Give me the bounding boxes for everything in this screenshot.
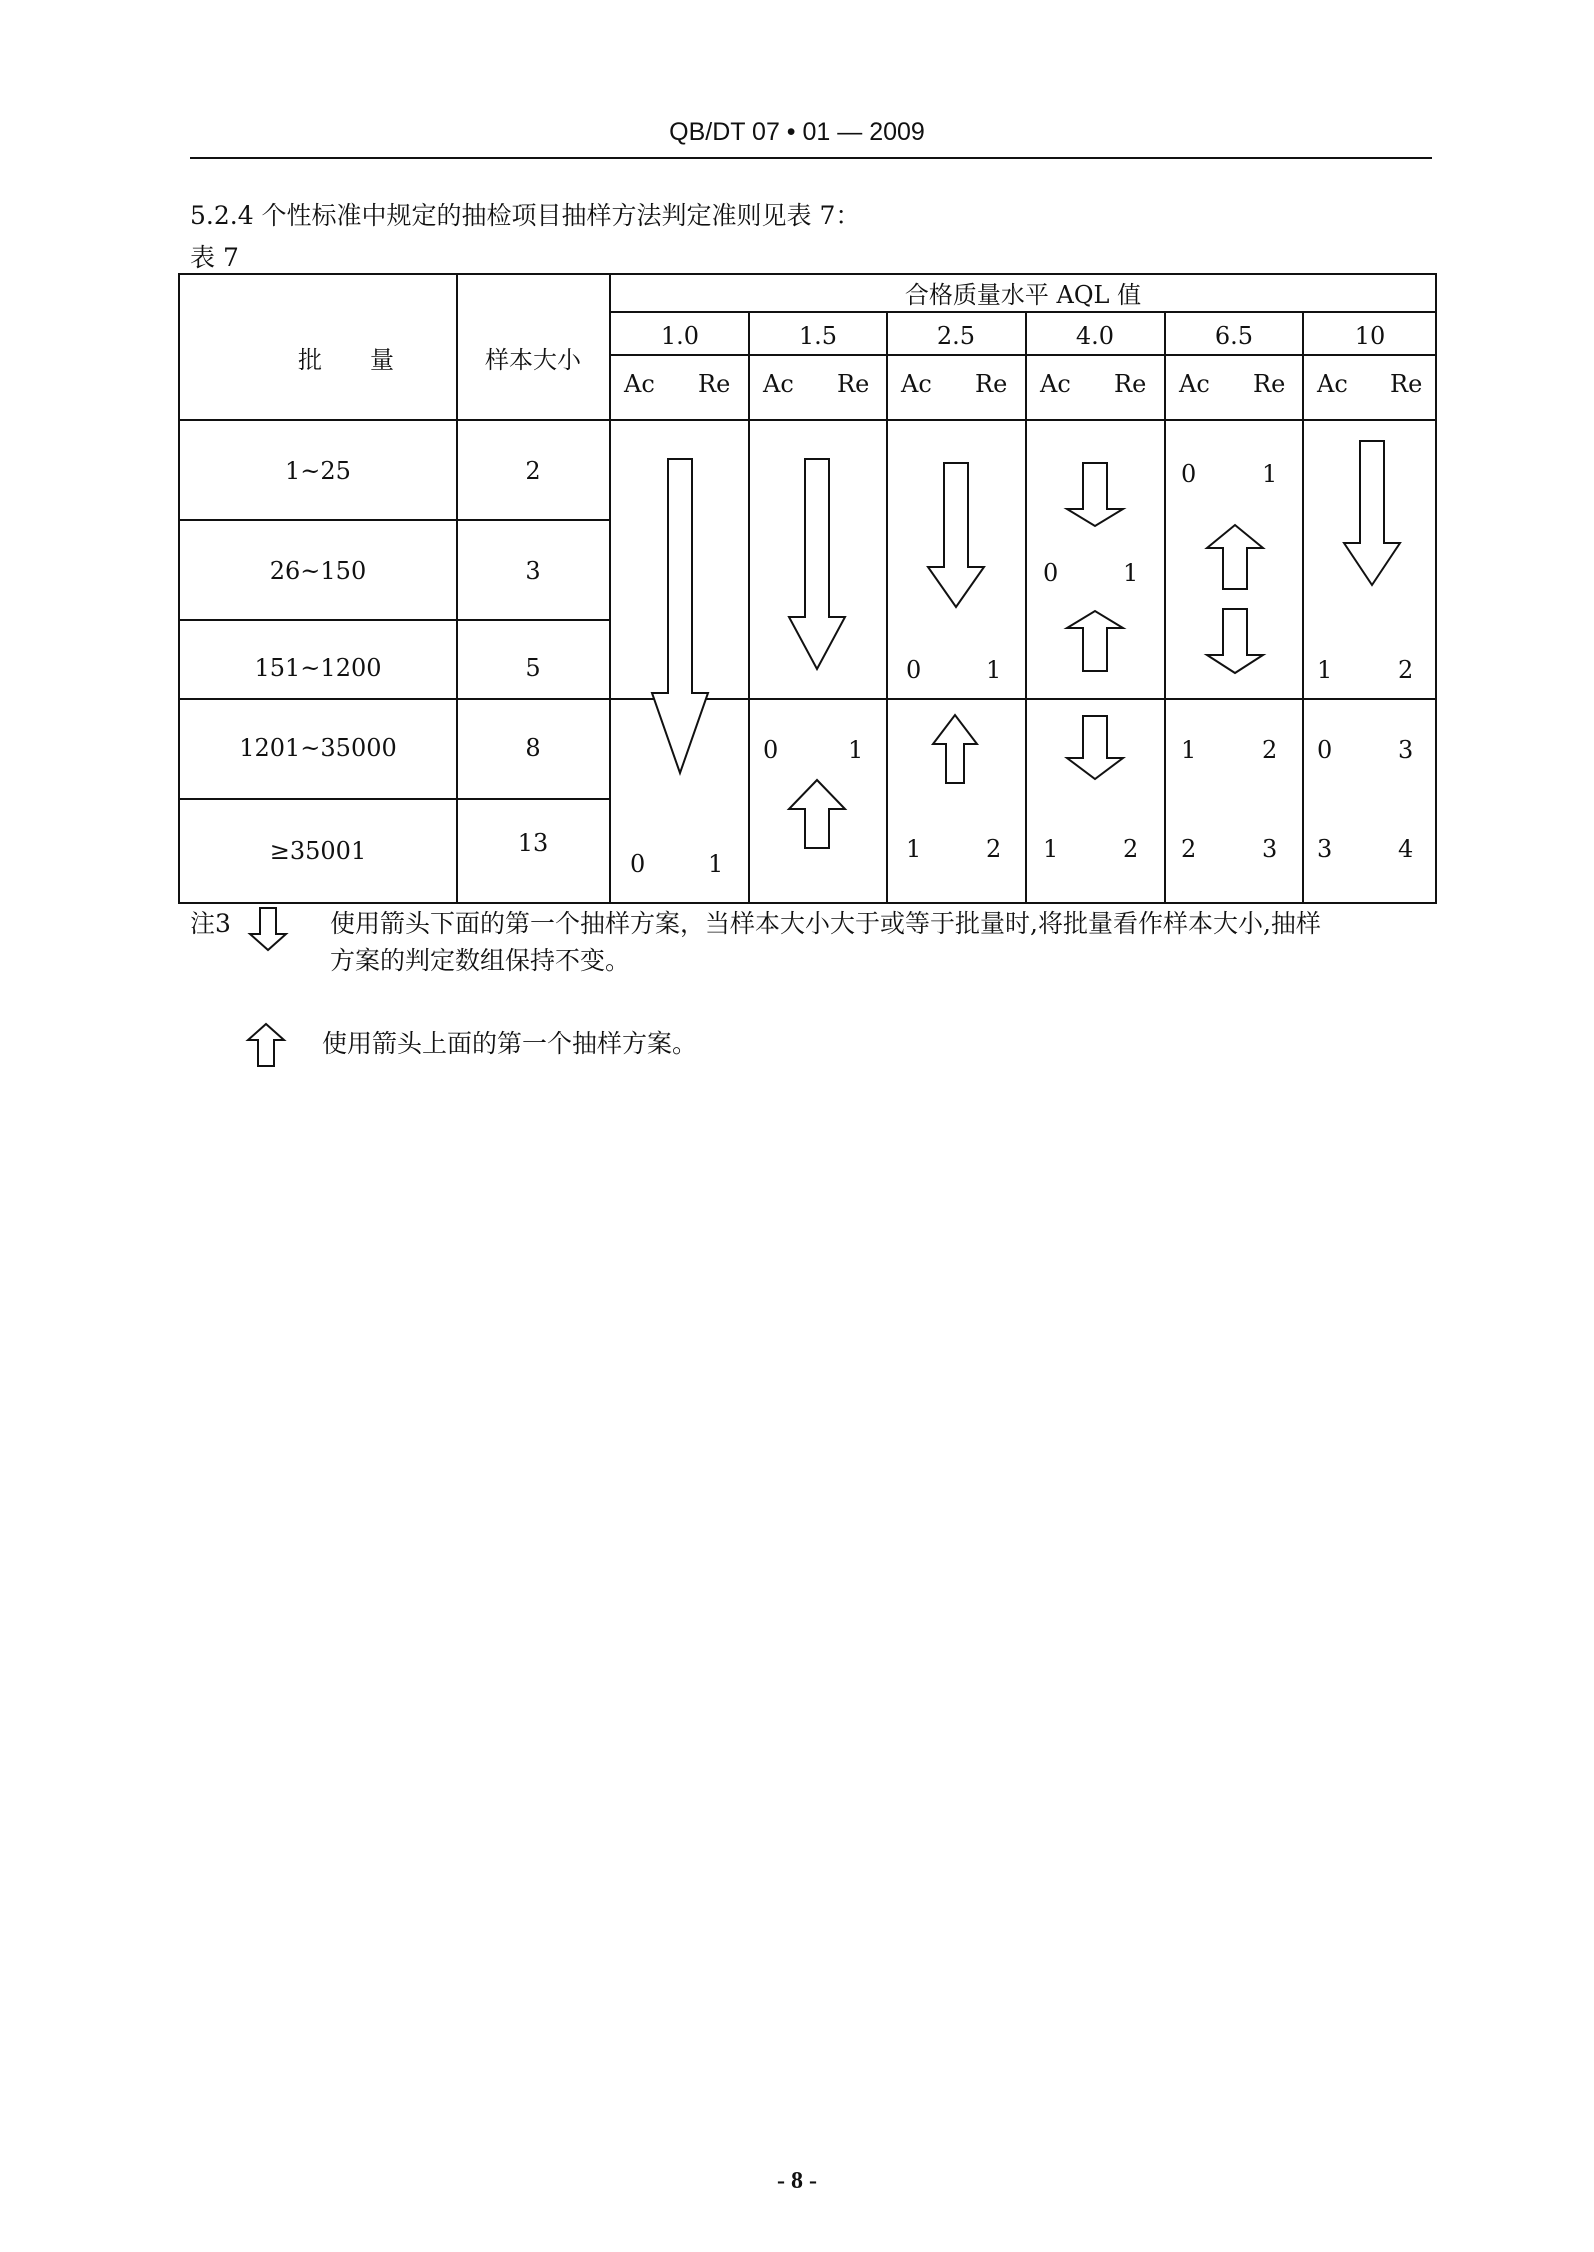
re-value: 1 xyxy=(986,656,1002,684)
lot-size-cell: 151~1200 xyxy=(254,654,382,682)
page-number: - 8 - xyxy=(777,2168,817,2194)
re-label: Re xyxy=(698,370,731,398)
clause-text: 5.2.4 个性标准中规定的抽检项目抽样方法判定准则见表 7： xyxy=(190,201,861,230)
ac-value: 0 xyxy=(1043,559,1059,587)
aql-value-1-0: 1.0 xyxy=(660,322,700,350)
aql-value-10: 10 xyxy=(1354,322,1386,350)
arrow-up-icon xyxy=(789,780,845,848)
re-value: 2 xyxy=(986,835,1002,863)
aql-value-1-5: 1.5 xyxy=(798,322,838,350)
ac-value: 2 xyxy=(1181,835,1197,863)
re-value: 2 xyxy=(1123,835,1139,863)
aql-value-4-0: 4.0 xyxy=(1075,322,1115,350)
re-label: Re xyxy=(1390,370,1423,398)
arrow-down-icon xyxy=(1344,441,1400,585)
ac-value: 0 xyxy=(1181,460,1197,488)
lot-size-cell: 26~150 xyxy=(269,557,367,585)
col-sample-header: 样本大小 xyxy=(485,346,581,374)
arrow-up-icon xyxy=(1207,525,1263,589)
ac-value: 1 xyxy=(1181,736,1197,764)
table-caption: 表 7 xyxy=(190,243,239,272)
arrow-up-icon xyxy=(244,1022,288,1070)
re-value: 2 xyxy=(1398,656,1414,684)
re-value: 1 xyxy=(1262,460,1278,488)
ac-value: 0 xyxy=(763,736,779,764)
arrow-down-icon xyxy=(928,463,984,607)
ac-label: Ac xyxy=(1179,370,1210,398)
lot-size-cell: ≥35001 xyxy=(269,837,367,865)
ac-value: 1 xyxy=(1043,835,1059,863)
ac-value: 0 xyxy=(906,656,922,684)
note-down-arrow-line2: 方案的判定数组保持不变。 xyxy=(330,946,631,975)
header-rule xyxy=(190,157,1432,159)
note-down-arrow-line1: 使用箭头下面的第一个抽样方案，当样本大小大于或等于批量时,将批量看作样本大小,抽样 xyxy=(330,909,1321,938)
sample-size-cell: 13 xyxy=(517,829,549,857)
ac-value: 1 xyxy=(1317,656,1333,684)
note-up-arrow-text: 使用箭头上面的第一个抽样方案。 xyxy=(322,1029,698,1058)
sample-size-cell: 3 xyxy=(525,557,541,585)
sampling-table xyxy=(178,273,1438,905)
re-value: 3 xyxy=(1398,736,1414,764)
re-label: Re xyxy=(1114,370,1147,398)
arrow-up-icon xyxy=(1067,611,1123,671)
document-id-header: QB/DT 07 • 01 — 2009 xyxy=(669,118,925,146)
aql-value-2-5: 2.5 xyxy=(936,322,976,350)
ac-label: Ac xyxy=(901,370,932,398)
re-value: 1 xyxy=(848,736,864,764)
ac-label: Ac xyxy=(624,370,655,398)
ac-value: 3 xyxy=(1317,835,1333,863)
arrow-down-icon xyxy=(789,459,845,669)
arrow-down-icon xyxy=(1067,463,1123,526)
arrow-down-icon xyxy=(246,906,290,954)
arrow-up-icon xyxy=(933,715,977,783)
ac-label: Ac xyxy=(1040,370,1071,398)
re-value: 1 xyxy=(708,850,724,878)
re-value: 1 xyxy=(1123,559,1139,587)
aql-value-6-5: 6.5 xyxy=(1214,322,1254,350)
sample-size-cell: 5 xyxy=(525,654,541,682)
re-label: Re xyxy=(1253,370,1286,398)
ac-value: 0 xyxy=(630,850,646,878)
aql-header: 合格质量水平 AQL 值 xyxy=(904,281,1142,309)
re-value: 2 xyxy=(1262,736,1278,764)
ac-label: Ac xyxy=(1317,370,1348,398)
re-value: 4 xyxy=(1398,835,1414,863)
re-value: 3 xyxy=(1262,835,1278,863)
ac-value: 1 xyxy=(906,835,922,863)
sample-size-cell: 2 xyxy=(525,457,541,485)
re-label: Re xyxy=(975,370,1008,398)
lot-size-cell: 1201~35000 xyxy=(239,734,397,762)
ac-label: Ac xyxy=(763,370,794,398)
arrow-down-icon xyxy=(1067,716,1123,779)
col-lot-header: 批 量 xyxy=(298,346,394,374)
ac-value: 0 xyxy=(1317,736,1333,764)
lot-size-cell: 1~25 xyxy=(285,457,351,485)
sample-size-cell: 8 xyxy=(525,734,541,762)
note-label: 注3 xyxy=(190,909,231,938)
arrow-down-icon xyxy=(1207,609,1263,673)
re-label: Re xyxy=(837,370,870,398)
arrow-down-icon xyxy=(652,459,708,773)
